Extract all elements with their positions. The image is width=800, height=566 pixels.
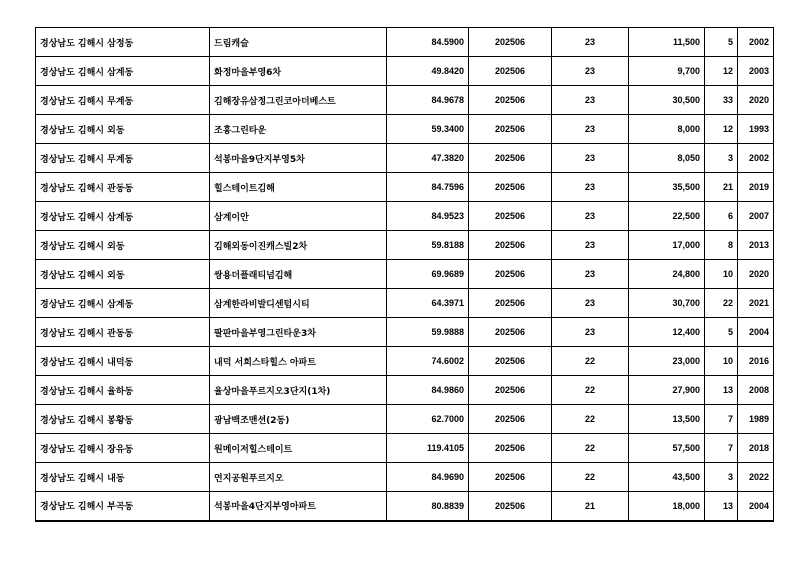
contract-day-cell: 22 (552, 376, 629, 405)
contract-day-cell: 23 (552, 144, 629, 173)
contract-day-cell: 22 (552, 463, 629, 492)
area-cell: 59.8188 (387, 231, 469, 260)
area-cell: 84.9678 (387, 86, 469, 115)
floor-cell: 5 (705, 318, 738, 347)
complex-name-cell: 원메이저힐스테이트 (210, 434, 387, 463)
contract-month-cell: 202506 (469, 492, 552, 521)
contract-month-cell: 202506 (469, 28, 552, 57)
floor-cell: 12 (705, 57, 738, 86)
region-cell: 경상남도 김해시 삼정동 (36, 28, 210, 57)
contract-month-cell: 202506 (469, 202, 552, 231)
contract-month-cell: 202506 (469, 376, 552, 405)
built-year-cell: 2004 (738, 318, 774, 347)
built-year-cell: 2003 (738, 57, 774, 86)
price-cell: 24,800 (629, 260, 705, 289)
contract-month-cell: 202506 (469, 144, 552, 173)
area-cell: 49.8420 (387, 57, 469, 86)
area-cell: 64.3971 (387, 289, 469, 318)
area-cell: 84.9860 (387, 376, 469, 405)
table-row (36, 144, 774, 173)
contract-month-cell: 202506 (469, 318, 552, 347)
region-cell: 경상남도 김해시 내동 (36, 463, 210, 492)
region-cell: 경상남도 김해시 장유동 (36, 434, 210, 463)
contract-day-cell: 22 (552, 347, 629, 376)
table-row (36, 28, 774, 57)
complex-name-cell: 팔판마을부영그린타운3차 (210, 318, 387, 347)
complex-name-cell: 김해장유삼정그린코아더베스트 (210, 86, 387, 115)
complex-name-cell: 석봉마을4단지부영아파트 (210, 492, 387, 521)
contract-month-cell: 202506 (469, 463, 552, 492)
contract-day-cell: 23 (552, 318, 629, 347)
complex-name-cell: 쌍용더플래티넘김해 (210, 260, 387, 289)
floor-cell: 6 (705, 202, 738, 231)
contract-day-cell: 23 (552, 289, 629, 318)
area-cell: 59.9888 (387, 318, 469, 347)
region-cell: 경상남도 김해시 관동동 (36, 173, 210, 202)
region-cell: 경상남도 김해시 삼계동 (36, 202, 210, 231)
area-cell: 80.8839 (387, 492, 469, 521)
floor-cell: 7 (705, 405, 738, 434)
table-row (36, 434, 774, 463)
built-year-cell: 2008 (738, 376, 774, 405)
area-cell: 47.3820 (387, 144, 469, 173)
region-cell: 경상남도 김해시 부곡동 (36, 492, 210, 521)
built-year-cell: 2019 (738, 173, 774, 202)
built-year-cell: 2016 (738, 347, 774, 376)
complex-name-cell: 김해외동이진캐스빌2차 (210, 231, 387, 260)
built-year-cell: 2002 (738, 144, 774, 173)
contract-month-cell: 202506 (469, 57, 552, 86)
complex-name-cell: 석봉마을9단지부영5차 (210, 144, 387, 173)
price-cell: 9,700 (629, 57, 705, 86)
area-cell: 84.5900 (387, 28, 469, 57)
region-cell: 경상남도 김해시 관동동 (36, 318, 210, 347)
table-row (36, 260, 774, 289)
contract-month-cell: 202506 (469, 86, 552, 115)
table-row (36, 405, 774, 434)
contract-day-cell: 23 (552, 231, 629, 260)
contract-month-cell: 202506 (469, 434, 552, 463)
region-cell: 경상남도 김해시 무계동 (36, 144, 210, 173)
built-year-cell: 2002 (738, 28, 774, 57)
floor-cell: 13 (705, 376, 738, 405)
area-cell: 84.9690 (387, 463, 469, 492)
complex-name-cell: 내덕 서희스타힐스 아파트 (210, 347, 387, 376)
floor-cell: 7 (705, 434, 738, 463)
complex-name-cell: 연지공원푸르지오 (210, 463, 387, 492)
table-row (36, 492, 774, 521)
price-cell: 8,000 (629, 115, 705, 144)
area-cell: 62.7000 (387, 405, 469, 434)
built-year-cell: 2013 (738, 231, 774, 260)
built-year-cell: 2020 (738, 86, 774, 115)
price-cell: 11,500 (629, 28, 705, 57)
price-cell: 30,500 (629, 86, 705, 115)
built-year-cell: 2021 (738, 289, 774, 318)
contract-day-cell: 23 (552, 57, 629, 86)
contract-day-cell: 23 (552, 86, 629, 115)
transaction-table (35, 27, 774, 522)
table-row (36, 173, 774, 202)
price-cell: 13,500 (629, 405, 705, 434)
contract-day-cell: 23 (552, 202, 629, 231)
table-body (36, 28, 774, 521)
built-year-cell: 2007 (738, 202, 774, 231)
region-cell: 경상남도 김해시 외동 (36, 260, 210, 289)
contract-month-cell: 202506 (469, 260, 552, 289)
built-year-cell: 2020 (738, 260, 774, 289)
table-row (36, 115, 774, 144)
region-cell: 경상남도 김해시 삼계동 (36, 57, 210, 86)
table-row (36, 202, 774, 231)
area-cell: 59.3400 (387, 115, 469, 144)
complex-name-cell: 조흥그린타운 (210, 115, 387, 144)
region-cell: 경상남도 김해시 봉황동 (36, 405, 210, 434)
table-row (36, 463, 774, 492)
floor-cell: 10 (705, 347, 738, 376)
floor-cell: 3 (705, 463, 738, 492)
price-cell: 43,500 (629, 463, 705, 492)
region-cell: 경상남도 김해시 율하동 (36, 376, 210, 405)
price-cell: 23,000 (629, 347, 705, 376)
area-cell: 84.7596 (387, 173, 469, 202)
region-cell: 경상남도 김해시 외동 (36, 115, 210, 144)
price-cell: 22,500 (629, 202, 705, 231)
table-row (36, 347, 774, 376)
table-row (36, 289, 774, 318)
area-cell: 74.6002 (387, 347, 469, 376)
contract-day-cell: 23 (552, 28, 629, 57)
built-year-cell: 2022 (738, 463, 774, 492)
region-cell: 경상남도 김해시 외동 (36, 231, 210, 260)
contract-month-cell: 202506 (469, 115, 552, 144)
floor-cell: 5 (705, 28, 738, 57)
price-cell: 8,050 (629, 144, 705, 173)
built-year-cell: 1989 (738, 405, 774, 434)
contract-day-cell: 23 (552, 173, 629, 202)
region-cell: 경상남도 김해시 내덕동 (36, 347, 210, 376)
table-row (36, 57, 774, 86)
floor-cell: 8 (705, 231, 738, 260)
built-year-cell: 1993 (738, 115, 774, 144)
built-year-cell: 2004 (738, 492, 774, 521)
price-cell: 18,000 (629, 492, 705, 521)
contract-day-cell: 21 (552, 492, 629, 521)
built-year-cell: 2018 (738, 434, 774, 463)
price-cell: 17,000 (629, 231, 705, 260)
floor-cell: 22 (705, 289, 738, 318)
region-cell: 경상남도 김해시 삼계동 (36, 289, 210, 318)
complex-name-cell: 삼계이안 (210, 202, 387, 231)
complex-name-cell: 화정마을부영6차 (210, 57, 387, 86)
price-cell: 27,900 (629, 376, 705, 405)
contract-day-cell: 23 (552, 115, 629, 144)
complex-name-cell: 삼계한라비발디센텀시티 (210, 289, 387, 318)
complex-name-cell: 율상마을푸르지오3단지(1차) (210, 376, 387, 405)
complex-name-cell: 힐스테이트김해 (210, 173, 387, 202)
table-row (36, 86, 774, 115)
floor-cell: 10 (705, 260, 738, 289)
floor-cell: 12 (705, 115, 738, 144)
price-cell: 35,500 (629, 173, 705, 202)
price-cell: 12,400 (629, 318, 705, 347)
area-cell: 84.9523 (387, 202, 469, 231)
price-cell: 30,700 (629, 289, 705, 318)
contract-month-cell: 202506 (469, 289, 552, 318)
contract-day-cell: 22 (552, 434, 629, 463)
floor-cell: 33 (705, 86, 738, 115)
contract-month-cell: 202506 (469, 347, 552, 376)
floor-cell: 21 (705, 173, 738, 202)
table-row (36, 318, 774, 347)
price-cell: 57,500 (629, 434, 705, 463)
floor-cell: 3 (705, 144, 738, 173)
contract-day-cell: 23 (552, 260, 629, 289)
contract-month-cell: 202506 (469, 405, 552, 434)
floor-cell: 13 (705, 492, 738, 521)
complex-name-cell: 광남백조맨션(2동) (210, 405, 387, 434)
complex-name-cell: 드림캐슬 (210, 28, 387, 57)
table-row (36, 231, 774, 260)
table-row (36, 376, 774, 405)
area-cell: 119.4105 (387, 434, 469, 463)
contract-month-cell: 202506 (469, 231, 552, 260)
contract-month-cell: 202506 (469, 173, 552, 202)
area-cell: 69.9689 (387, 260, 469, 289)
region-cell: 경상남도 김해시 무계동 (36, 86, 210, 115)
contract-day-cell: 22 (552, 405, 629, 434)
